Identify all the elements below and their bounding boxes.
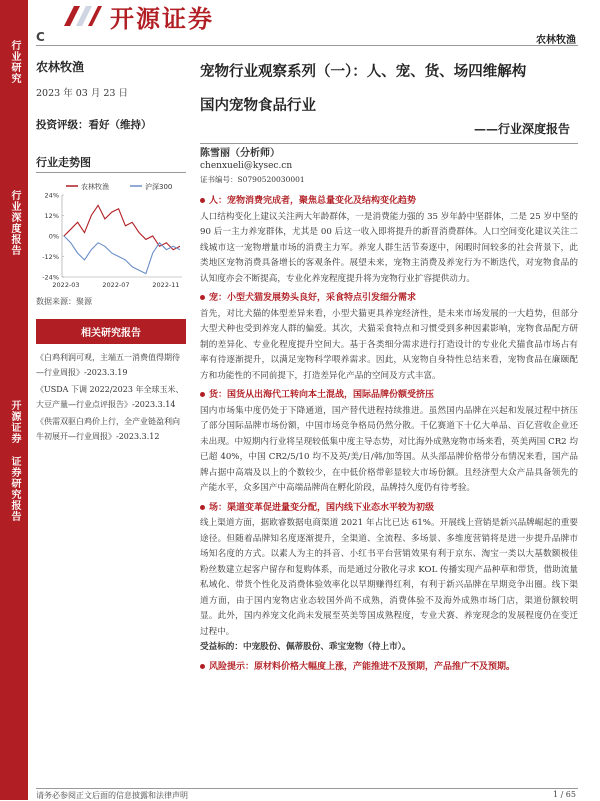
left-column (36, 52, 186, 446)
section-paragraph: 人口结构变化上建议关注两大年龄群体，一是消费能力强的 35 岁年龄中坚群体，二是 25 岁中坚的 90 后一主力养宠群体，尤其是 00 后这一收入即将提升的新晋消费群体。人口空间变化建议关注二线城市这一宠物增量市场的消费主力军。养宠人群生活节奏逐中，闲暇时间较多的社会背景下，此类地区宠物消费具备增长的客观条件。展望未来，宠物主消费及养宠行为不断迭代，对宠物食品的认知度亦会不断提高，专业化养宠程度提升将为宠物行业扩容提供动力。 (200, 211, 578, 284)
report-date: 2023 年 03 月 23 日 (36, 88, 128, 99)
header-divider (36, 45, 578, 46)
report-body (200, 190, 578, 675)
page-number: 1 / 65 (552, 790, 576, 799)
legend-label: 沪深300 (145, 183, 173, 191)
footer-divider (36, 788, 578, 789)
section-channels (200, 501, 578, 641)
trend-chart-svg (36, 179, 186, 294)
related-item[interactable]: 《白鸡利润可观，主端五一消费值得期待—行业周报》-2023.3.19 (36, 353, 180, 377)
trend-chart (36, 179, 186, 294)
sidebar-mid-label: 行业深度报告 (9, 190, 20, 256)
brand-name: 开源证券 (110, 4, 214, 33)
section-heading: 宠：小型犬猫发展势头良好，采食特点引发细分需求 (200, 291, 578, 307)
bullet-icon (200, 198, 205, 203)
bullet-icon (200, 295, 205, 300)
x-tick-label: 2022-03 (52, 281, 80, 289)
x-tick-label: 2022-07 (102, 281, 130, 289)
chart-source: 数据来源：聚源 (36, 297, 92, 306)
section-goods (200, 388, 578, 497)
title-line-2: 国内宠物食品行业 (200, 97, 316, 114)
section-risk (200, 660, 578, 676)
related-item[interactable]: 《USDA 下调 2022/2023 年全球玉米、大豆产量—行业点评报告》-2023.3.14 (36, 385, 184, 409)
footer-disclaimer: 请务必参阅正文后面的信息披露和法律声明 (36, 791, 188, 800)
section-people (200, 194, 578, 287)
header-industry-tag: 农林牧渔 (536, 35, 576, 46)
series-line-agri (64, 205, 180, 249)
x-tick-label: 2022-11 (152, 281, 180, 289)
analyst-cert: 证书编号：S0790520030001 (200, 175, 305, 184)
sidebar-bottom-label: 开源证券 证券研究报告 (9, 400, 20, 522)
bullet-icon (200, 392, 205, 397)
brand-logo (60, 0, 214, 32)
chart-title: 行业走势图 (36, 154, 186, 173)
section-paragraph: 首先，对比犬猫的体型差异来看，小型犬猫更具养宠经济性，是未来市场发展的一大趋势，但部分大型犬种也受到养宠人群的偏爱。其次，犬猫采食特点和习惯受到多种因素影响，宠物食品配方研制的差异化、专业化程度提升空间大。基于各类细分需求进行打造设计的专业化犬猫食品市场占有率有待逐渐提升，以满足宠物科学喂养需求。因此，从宠物自身特性总结来看，宠物食品在廉颐配方和功能性的不同前提下，打造差异化产品的空间及方式丰富。 (200, 308, 578, 381)
sidebar-strip (0, 0, 28, 800)
section-beneficiaries (200, 640, 578, 656)
beneficiaries-text: 受益标的：中宠股份、佩蒂股份、乖宝宠物（待上市）。 (200, 642, 411, 652)
analyst-email[interactable]: chenxueli@kysec.cn (200, 161, 293, 171)
analyst-info (200, 147, 305, 186)
title-divider (200, 143, 578, 144)
analyst-name: 陈雪丽（分析师） (200, 148, 280, 159)
risk-heading: 风险提示：原材料价格大幅度上涨，产能推进不及预期，产品推广不及预期。 (200, 660, 578, 676)
y-tick-label: 0% (48, 232, 59, 241)
title-line-1: 宠物行业观察系列（一）：人、宠、货、场四维解构 (200, 63, 527, 80)
corner-letter: C (36, 30, 45, 44)
bullet-icon (200, 664, 205, 669)
section-paragraph: 国内市场集中度仍处于下降通道，国产替代进程持续推进。虽然国内品牌在兴起和发展过程中挤压了部分国际品牌市场份额，中国市场竞争格局仍然分散。千亿赛道下十亿大单品、百亿营收企业还未出现。中短期内行业将呈现较低集中度主导态势，对比海外成熟宠物市场来看，英美两国 CR2 均已超 40%，中国 CR2/5/10 均不及英/美/日/韩/加等国。从头部品牌价格带分布情况来看，国产品牌占据中高端及以上的个数较少，在中低价格带彰显较大市场份额。且经济型大众产品具备领先的产能水平，众多国产中高端品牌尚在孵化阶段，品牌持久度仍有待考验。 (200, 405, 578, 493)
legend-label: 农林牧渔 (81, 183, 109, 191)
related-research-title: 相关研究报告 (36, 319, 186, 344)
industry-label: 农林牧渔 (36, 60, 85, 74)
bullet-icon (200, 505, 205, 510)
report-title (200, 55, 570, 123)
section-heading: 场：渠道变革促进量变分配，国内线下业态水平较为初级 (200, 501, 578, 517)
related-research-list (36, 350, 186, 444)
investment-rating: 投资评级：看好（维持） (36, 119, 152, 131)
section-heading: 人：宠物消费完成者，聚焦总量变化及结构变化趋势 (200, 194, 578, 210)
series-line-hs300 (64, 236, 180, 274)
y-tick-label: -12% (42, 253, 59, 261)
section-heading: 货：国货从出海代工转向本土混战，国际品牌份额受挤压 (200, 388, 578, 404)
y-tick-label: -24% (42, 273, 59, 282)
sidebar-top-label: 行业研究 (9, 40, 20, 84)
logo-mark-icon (60, 2, 104, 30)
section-pets (200, 291, 578, 384)
y-tick-label: 24% (44, 191, 59, 200)
related-item[interactable]: 《供需双驱白鸡价上行，全产业链盈利向牛初展开—行业周报》-2023.3.12 (36, 417, 180, 441)
y-tick-label: 12% (44, 212, 59, 220)
section-paragraph: 线上渠道方面，据欧睿数据电商渠道 2021 年占比已达 61%。开展线上营销是新兴品牌崛起的重要途径。但随着品牌知名度逐渐提升，全渠道、全流程、多场景、多维度营销将是进一步提升品牌市场知名度的方式。以素人为主的抖音、小红书平台营销效果有利于京东、淘宝一类以大基数额极佳粉丝数建立起客户留存和复购体系，而是通过分散化寻求 KOL 传播实现产品种草和带货，借助流量私域化、带货个性化及消费体验效率化以早期赚得红利，有利于新兴品牌在早期竞争出圈。线下渠道方面，由于国内宠物店业态较国外尚不成熟，消费体验不及海外成熟市场门店，渠道份额较明显。此外，国内养宠文化尚未发展至英美等国成熟程度，专业犬赛、养宠现念的发展程度仍在变迁过程中。 (200, 518, 578, 637)
report-subtitle: ——行业深度报告 (473, 122, 570, 136)
